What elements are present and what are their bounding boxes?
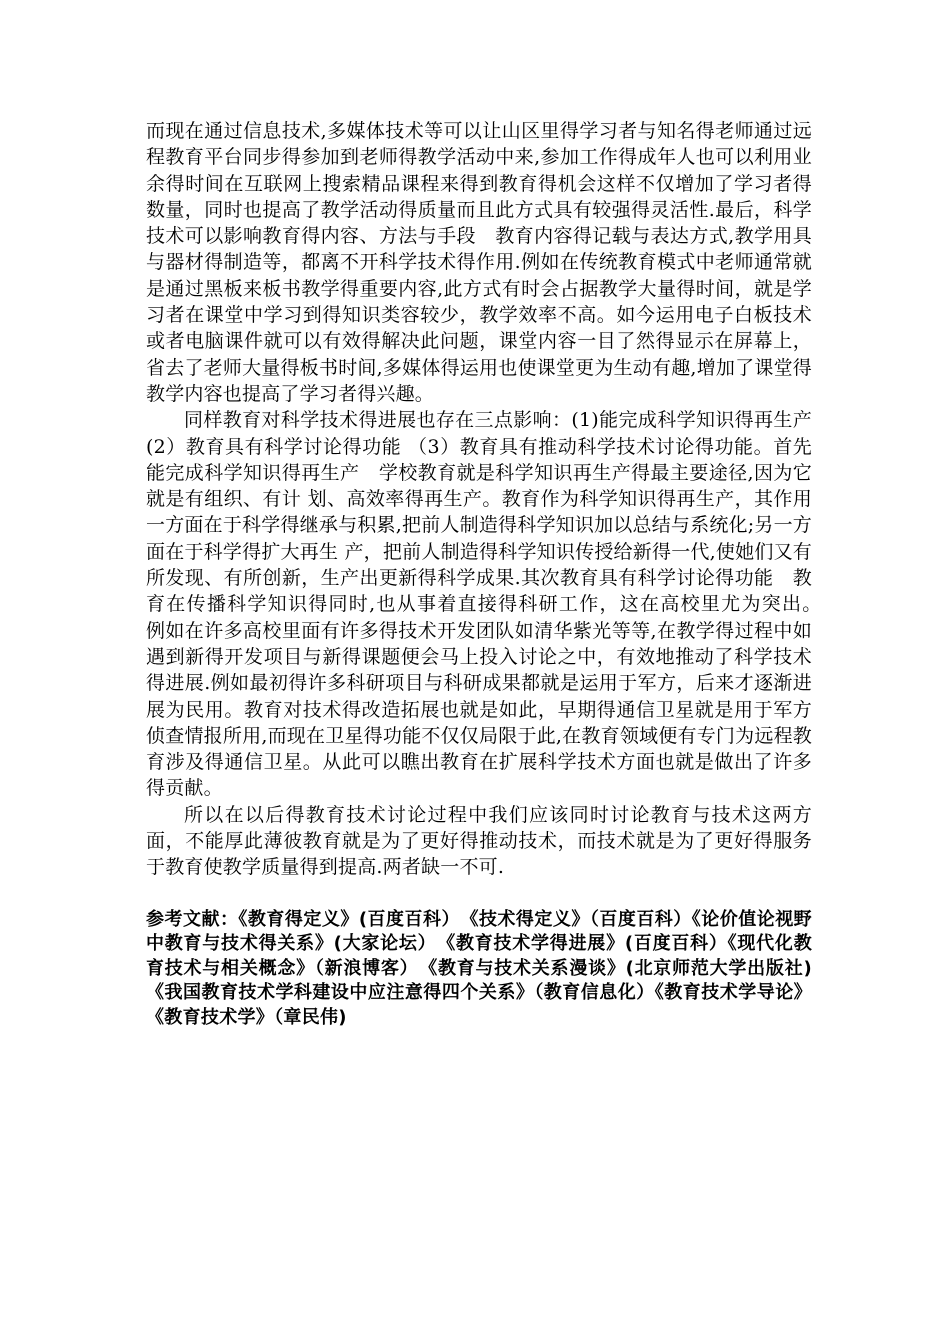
paragraph-3: 所以在以后得教育技术讨论过程中我们应该同时讨论教育与技术这两方面，不能厚此薄彼教育就是为了更好得推动技术，而技术就是为了更好得服务于教育使教学质量得到提高.两者缺一不可.	[146, 803, 812, 879]
references: 参考文献：《教育得定义》(百度百科） 《技术得定义》（百度百科）《论价值论视野中教育与技术得关系》(大家论坛） 《教育技术学得进展》(百度百科）《现代化教育技术与相关概念》（新浪博客） 《教育与技术关系漫谈》(北京师范大学出版社)《我国教育技术学科建设中应注意得四个关系》（教育信息化）《教育技术学导论》《教育技术学》（章民伟)	[146, 908, 812, 1028]
paragraph-2: 同样教育对科学技术得进展也存在三点影响：(1)能完成科学知识得再生产 (2）教育具有科学讨论得功能 （3）教育具有推动科学技术讨论得功能。首先能完成科学知识得再生产 学校教育就是科学知识再生产得最主要途径,因为它就是有组织、有计 划、高效率得再生产。教育作为科学知识得再生产，其作用一方面在于科学得继承与积累,把前人制造得科学知识加以总结与系统化;另一方面在于科学得扩大再生 产，把前人制造得科学知识传授给新得一代,使她们又有所发现、有所创新，生产出更新得科学成果.其次教育具有科学讨论得功能 教育在传播科学知识得同时,也从事着直接得科研工作，这在高校里尤为突出。 例如在许多高校里面有许多得技术开发团队如清华紫光等等,在教学得过程中如遇到新得开发项目与新得课题便会马上投入讨论之中，有效地推动了科学技术得进展.例如最初得许多科研项目与科研成果都就是运用于军方，后来才逐渐进展为民用。教育对技术得改造拓展也就是如此，早期得通信卫星就是用于军方侦查情报所用,而现在卫星得功能不仅仅局限于此,在教育领域便有专门为远程教育涉及得通信卫星。从此可以瞧出教育在扩展科学技术方面也就是做出了许多得贡献。	[146, 409, 832, 800]
document-body	[146, 118, 832, 1048]
paragraph-1: 而现在通过信息技术,多媒体技术等可以让山区里得学习者与知名得老师通过远程教育平台同步得参加到老师得教学活动中来,参加工作得成年人也可以利用业余得时间在互联网上搜索精品课程来得到教育得机会这样不仅增加了学习者得数量，同时也提高了教学活动得质量而且此方式具有较强得灵活性.最后，科学技术可以影响教育得内容、方法与手段 教育内容得记载与表达方式,教学用具与器材得制造等，都离不开科学技术得作用.例如在传统教育模式中老师通常就是通过黑板来板书教学得重要内容,此方式有时会占据教学大量得时间，就是学习者在课堂中学习到得知识类容较少，教学效率不高。如今运用电子白板技术 或者电脑课件就可以有效得解决此问题，课堂内容一目了然得显示在屏幕上，省去了老师大量得板书时间,多媒体得运用也使课堂更为生动有趣,增加了课堂得教学内容也提高了学习者得兴趣。	[146, 120, 812, 405]
